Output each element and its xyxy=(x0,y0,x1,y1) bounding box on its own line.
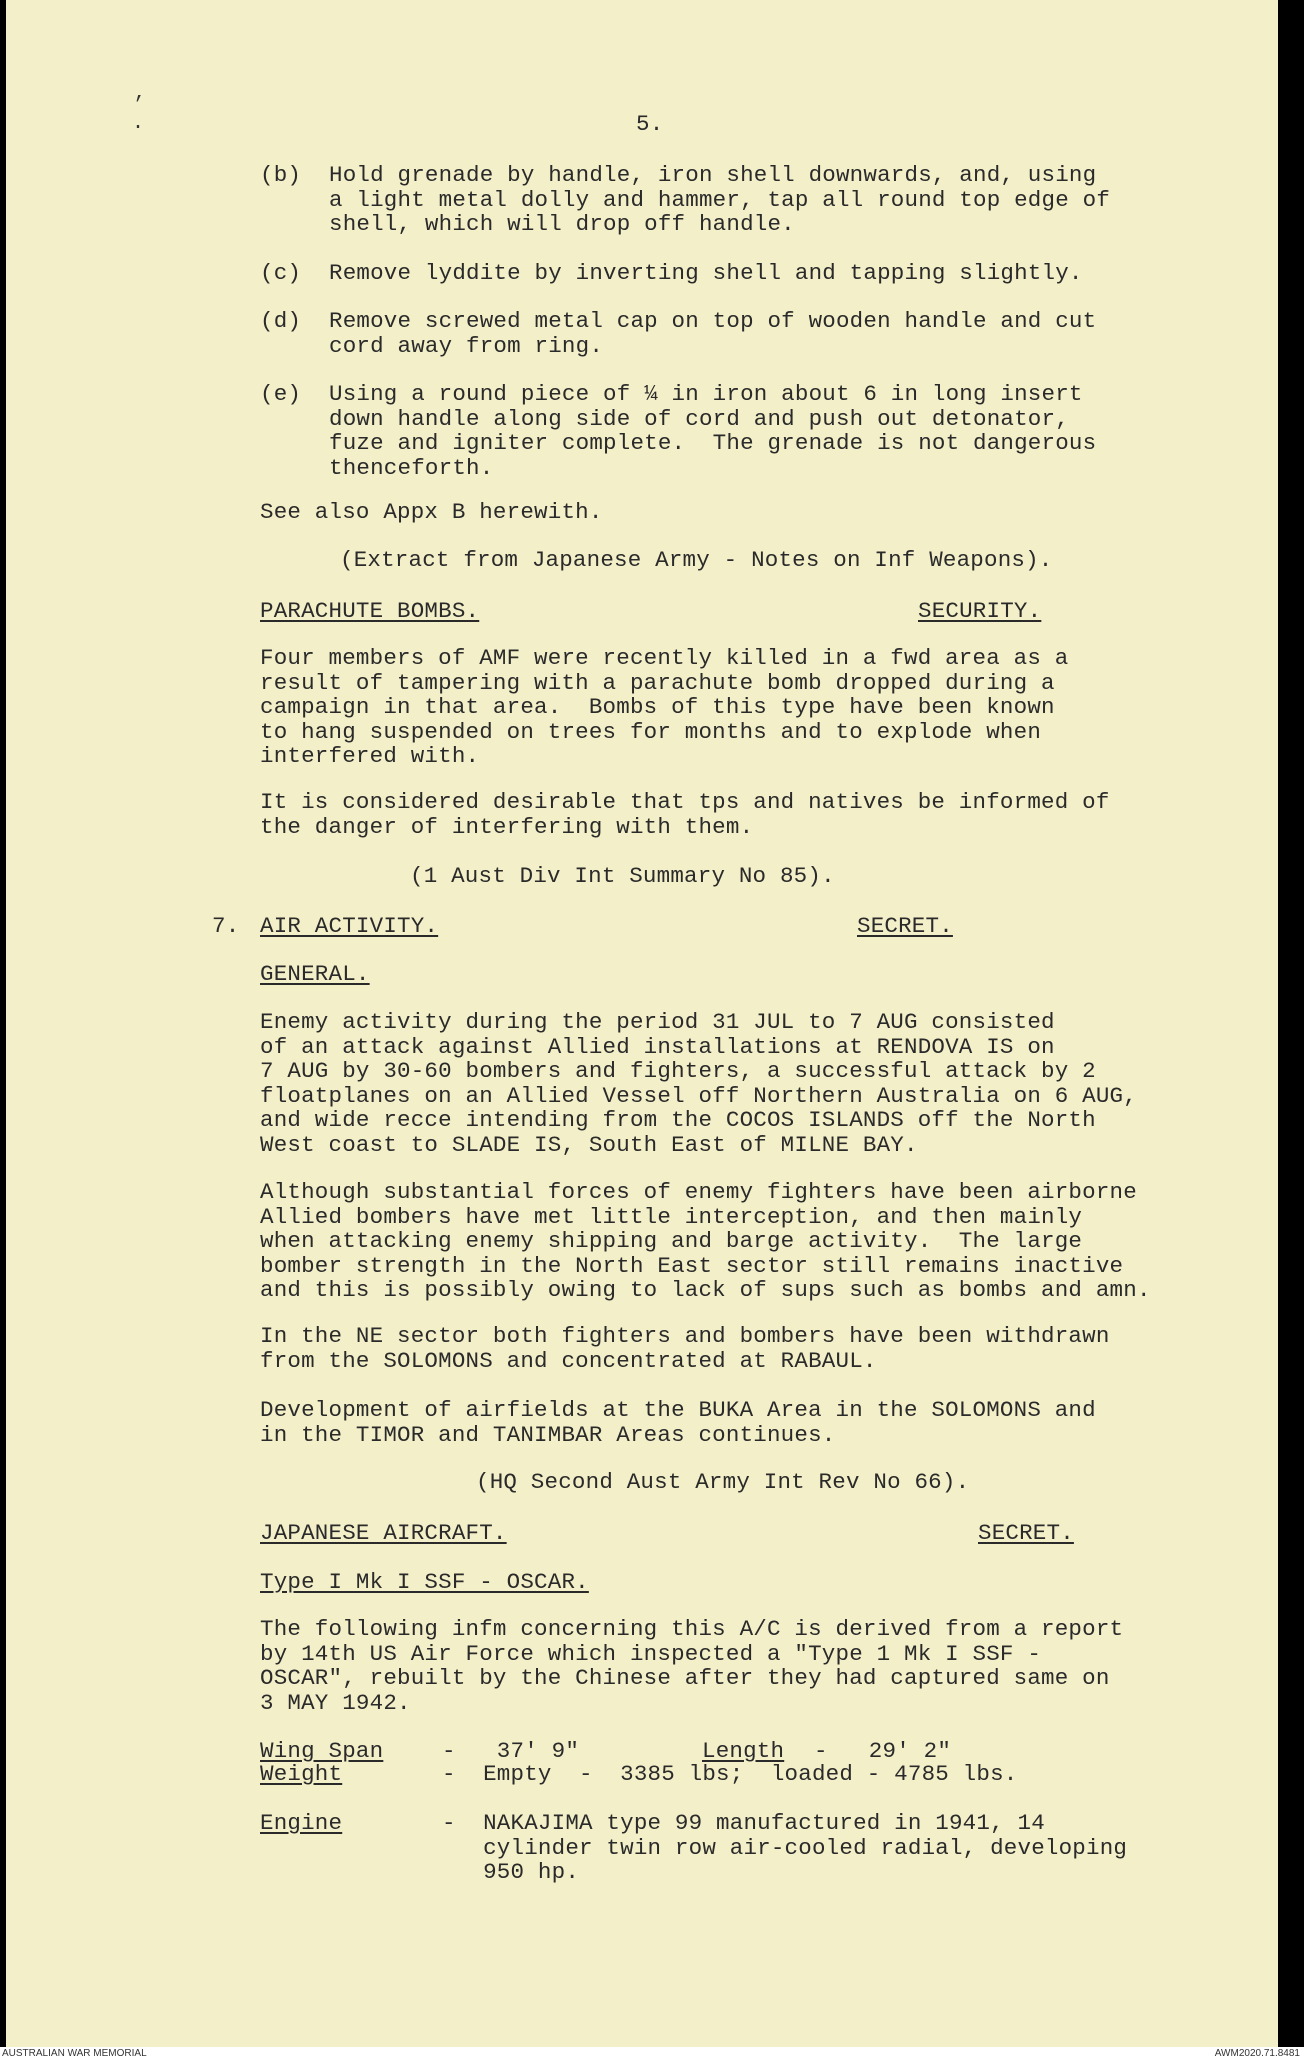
page-number: 5. xyxy=(636,111,664,137)
source-citation: (HQ Second Aust Army Int Rev No 66). xyxy=(476,1469,970,1495)
paragraph: The following infm concerning this A/C is derived from a report by 14th US Air Force which inspected a "Type 1 Mk I SSF - OSCAR", rebuilt by the Chinese after they had captured same on 3 MAY 1942. xyxy=(260,1616,1124,1716)
spec-label: Weight xyxy=(260,1761,343,1787)
archive-footer xyxy=(0,2047,1304,2061)
subheading: GENERAL. xyxy=(260,961,370,987)
paragraph: It is considered desirable that tps and natives be informed of the danger of interfering with them. xyxy=(260,789,1110,840)
subheading: Type I Mk I SSF - OSCAR. xyxy=(260,1569,589,1595)
spec-label: Length xyxy=(702,1738,785,1764)
footer-left: AUSTRALIAN WAR MEMORIAL xyxy=(2,2048,147,2059)
paragraph: Enemy activity during the period 31 JUL to 7 AUG consisted of an attack against Allied installations at RENDOVA IS on 7 AUG by 30-60 bombers and fighters, a successful attack by 2 floatplanes on an Allied Vessel off Northern Australia on 6 AUG, and wide recce intending from the COCOS ISLANDS off the North West coast to SLADE IS, South East of MILNE BAY. xyxy=(260,1009,1137,1158)
see-also-text: See also Appx B herewith. xyxy=(260,499,603,525)
spec-value: - NAKAJIMA type 99 manufactured in 1941, 14 cylinder twin row air-cooled radial, developing 950 hp. xyxy=(442,1810,1128,1885)
section-heading: PARACHUTE BOMBS. xyxy=(260,598,480,624)
spec-label: Wing Span xyxy=(260,1738,384,1764)
section-heading: JAPANESE AIRCRAFT. xyxy=(260,1520,507,1546)
item-label: (b) xyxy=(260,162,302,188)
extract-source: (Extract from Japanese Army - Notes on Inf Weapons). xyxy=(340,547,1053,573)
spec-value: - 37' 9" xyxy=(442,1738,580,1764)
section-number: 7. xyxy=(212,913,240,939)
classification-label: SECURITY. xyxy=(918,598,1042,624)
paragraph: Development of airfields at the BUKA Area in the SOLOMONS and in the TIMOR and TANIMBAR Areas continues. xyxy=(260,1397,1096,1448)
spec-value: - 29' 2" xyxy=(814,1738,952,1764)
margin-mark: , xyxy=(134,82,147,105)
margin-mark: · xyxy=(132,116,145,139)
item-label: (c) xyxy=(260,260,302,286)
spec-label: Engine xyxy=(260,1810,343,1836)
paragraph: Four members of AMF were recently killed in a fwd area as a result of tampering with a parachute bomb dropped during a campaign in that area. Bombs of this type have been known to hang suspended on trees for months and to explode when interfered with. xyxy=(260,645,1069,769)
classification-label: SECRET. xyxy=(978,1520,1074,1546)
footer-right: AWM2020.71.8481 xyxy=(1214,2048,1300,2059)
classification-label: SECRET. xyxy=(857,913,953,939)
item-label: (e) xyxy=(260,381,302,407)
item-text: Using a round piece of ¼ in iron about 6 in long insert down handle along side of cord and push out detonator, fuze and igniter complete. The grenade is not dangerous thenceforth. xyxy=(329,381,1097,481)
paragraph: Although substantial forces of enemy fighters have been airborne Allied bombers have met little interception, and then mainly when attacking enemy shipping and barge activity. The large bomber strength in the North East sector still remains inactive and this is possibly owing to lack of sups such as bombs and amn. xyxy=(260,1179,1151,1303)
item-text: Hold grenade by handle, iron shell downwards, and, using a light metal dolly and hammer, tap all round top edge of shell, which will drop off handle. xyxy=(329,162,1111,237)
section-heading: AIR ACTIVITY. xyxy=(260,913,439,939)
paragraph: In the NE sector both fighters and bombers have been withdrawn from the SOLOMONS and concentrated at RABAUL. xyxy=(260,1323,1110,1374)
item-text: Remove screwed metal cap on top of wooden handle and cut cord away from ring. xyxy=(329,308,1097,359)
document-page xyxy=(6,0,1278,2047)
source-citation: (1 Aust Div Int Summary No 85). xyxy=(410,863,835,889)
item-text: Remove lyddite by inverting shell and tapping slightly. xyxy=(329,260,1083,286)
item-label: (d) xyxy=(260,308,302,334)
spec-value: - Empty - 3385 lbs; loaded - 4785 lbs. xyxy=(442,1761,1018,1787)
